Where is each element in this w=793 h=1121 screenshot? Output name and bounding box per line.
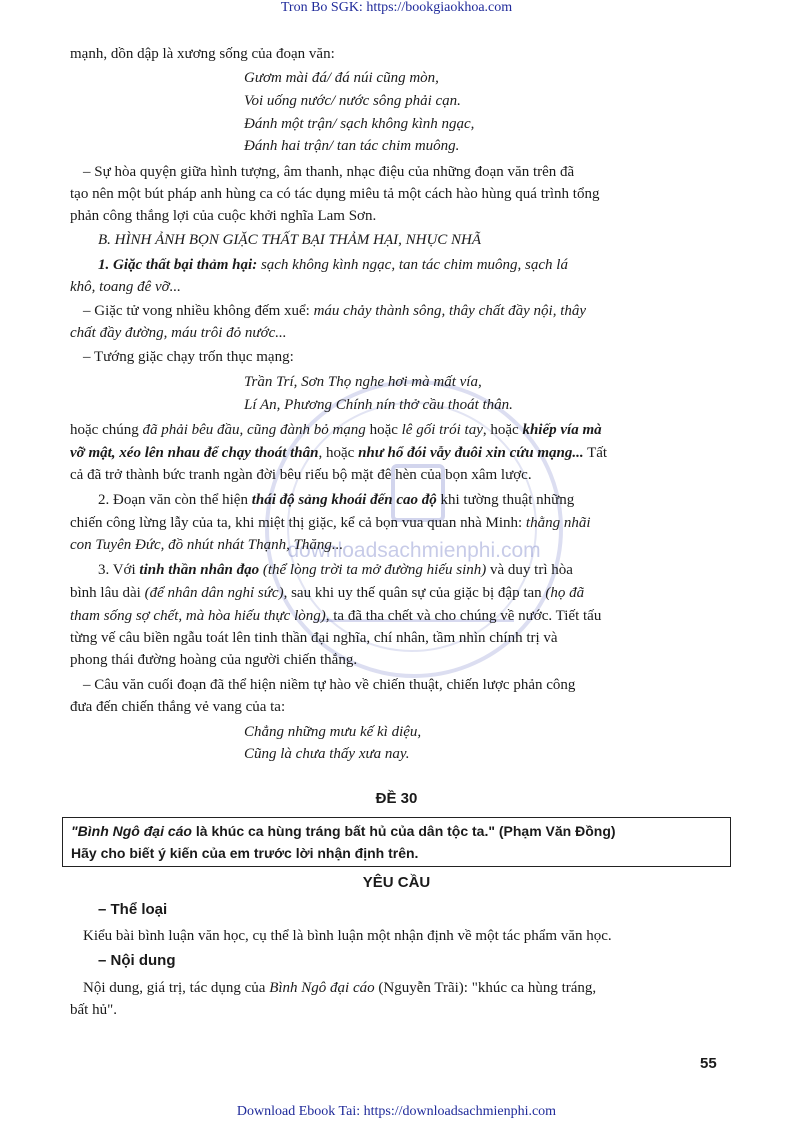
text: khi tường thuật những (436, 492, 575, 508)
bold-italic-text: vỡ mật, xéo lên nhau để chạy thoát thân (70, 445, 319, 461)
bullet-italic-2: chất đầy đường, máu trôi đỏ nước... (70, 325, 287, 341)
item-2-line-2 (70, 513, 591, 533)
italic-text: con Tuyên Đức, đồ nhút nhát Thạnh, Thăng... (70, 537, 344, 553)
bullet-text: – Giặc tử vong nhiều không đếm xuể: (83, 303, 314, 319)
content-text-2: bất hủ". (70, 1002, 117, 1018)
italic-text: đã phải bêu đầu, cũng đành bỏ mạng (142, 422, 366, 438)
paragraph-tail: mạnh, dồn dập là xương sống của đoạn văn: (70, 46, 335, 62)
prompt-box (62, 817, 731, 867)
requirements-title: YÊU CẦU (362, 874, 431, 891)
quote-text: là khúc ca hùng tráng bất hủ của dân tộc ta." (Phạm Văn Đồng) (191, 823, 616, 839)
text: , hoặc (318, 445, 359, 461)
item-2-line-3 (70, 535, 343, 555)
item-1-line-2 (70, 277, 181, 297)
verse-line: Lí An, Phương Chính nín thở cầu thoát thân. (244, 397, 513, 413)
genre-heading: – Thể loại (98, 901, 168, 918)
prompt-quote (71, 821, 616, 841)
watermark-text: downloadsachmienphi.com (287, 539, 541, 562)
text: 2. Đoạn văn còn thể hiện (98, 492, 252, 508)
verse-line: Gươm mài đá/ đá núi cũng mòn, (244, 70, 439, 86)
page-number: 55 (700, 1055, 717, 1072)
text: , ta đã tha chết và cho chúng về nước. Tiết tấu (325, 608, 602, 624)
text: , sau khi uy thế quân sự của giặc bị đập tan (283, 585, 546, 601)
bold-italic-text: thái độ sảng khoái đến cao độ (251, 492, 437, 508)
italic-text: (thể lòng trời ta mở đường hiếu sinh) (259, 562, 487, 578)
exercise-title: ĐỀ 30 (375, 790, 418, 807)
bold-italic-text: khiếp vía mà (522, 422, 602, 438)
bullet-line-2 (70, 323, 287, 343)
genre-text: Kiểu bài bình luận văn học, cụ thể là bình luận một nhận định về một tác phẩm văn học. (83, 928, 612, 944)
content-text (83, 978, 596, 998)
text: 3. Với (98, 562, 140, 578)
item-1-label: 1. Giặc thất bại thảm hại: (98, 257, 258, 273)
text: hoặc (365, 422, 402, 438)
paragraph-line: tạo nên một bút pháp anh hùng ca có tác dụng miêu tả một cách hào hùng quá trình tổng (70, 186, 600, 202)
bullet-italic: máu chảy thành sông, thây chất đầy nội, thây (313, 303, 587, 319)
bold-italic-text: như hổ đói vẫy đuôi xin cứu mạng... (358, 445, 584, 461)
italic-text: Bình Ngô đại cáo (269, 980, 375, 996)
item-1-text: sạch không kình ngạc, tan tác chim muông, sạch lá (257, 257, 568, 273)
verse-line: Đánh hai trận/ tan tác chim muông. (244, 138, 460, 154)
bottom-download-link[interactable]: Download Ebook Tai: https://downloadsachmienphi.com (236, 1104, 557, 1119)
item-3-line-2 (70, 583, 584, 603)
paragraph-line (70, 443, 607, 463)
text: bình lâu dài (70, 585, 145, 601)
quote-title: "Bình Ngô đại cáo (71, 823, 192, 839)
text: và duy trì hòa (486, 562, 573, 578)
verse-line: Voi uống nước/ nước sông phải cạn. (244, 93, 461, 109)
content-heading: – Nội dung (98, 952, 176, 969)
italic-text: tham sống sợ chết, mà hòa hiếu thực lòng) (70, 608, 326, 624)
verse-line: Đánh một trận/ sạch không kình ngạc, (244, 116, 475, 132)
bold-italic-text: tinh thần nhân đạo (139, 562, 260, 578)
paragraph-line: – Câu văn cuối đoạn đã thể hiện niềm tự hào về chiến thuật, chiến lược phản công (83, 677, 576, 693)
italic-text: (họ đã (545, 585, 585, 601)
text: , hoặc (482, 422, 523, 438)
item-1-text-2: khô, toang đê vỡ... (70, 279, 181, 295)
italic-text: lê gối trói tay (401, 422, 483, 438)
verse-line: Chẳng những mưu kế kì diệu, (244, 724, 422, 740)
paragraph-line: – Sự hòa quyện giữa hình tượng, âm thanh, nhạc điệu của những đoạn văn trên đã (83, 164, 575, 180)
paragraph-line: đưa đến chiến thắng vẻ vang của ta: (70, 699, 286, 715)
item-3-line-5: phong thái đường hoàng của người chiến thắng. (70, 652, 358, 668)
item-3-line-3 (70, 606, 601, 626)
text: (Nguyễn Trãi): "khúc ca hùng tráng, (374, 980, 597, 996)
verse-line: Trần Trí, Sơn Thọ nghe hơi mà mất vía, (244, 374, 482, 390)
paragraph-line: phản công thắng lợi của cuộc khởi nghĩa Lam Sơn. (70, 208, 377, 224)
italic-text: thằng nhãi (525, 515, 591, 531)
paragraph-line: cả đã trở thành bức tranh ngàn đời bêu riếu bộ mặt đê hèn của bọn xâm lược. (70, 467, 532, 483)
item-1-line (98, 255, 568, 275)
top-source-link[interactable]: Tron Bo SGK: https://bookgiaokhoa.com (280, 0, 513, 15)
text: Nội dung, giá trị, tác dụng của (83, 980, 270, 996)
bullet-line: – Tướng giặc chạy trốn thục mạng: (83, 349, 294, 365)
item-2-line (98, 490, 574, 510)
verse-line: Cũng là chưa thấy xưa nay. (244, 746, 410, 762)
section-heading-b: B. HÌNH ẢNH BỌN GIẶC THẤT BẠI THẢM HẠI, NHỤC NHÃ (98, 232, 482, 248)
prompt-question: Hãy cho biết ý kiến của em trước lời nhận định trên. (71, 845, 419, 861)
text: chiến công lừng lẫy của ta, khi miệt thị giặc, kể cả bọn vua quan nhà Minh: (70, 515, 526, 531)
item-3-line (98, 560, 573, 580)
item-3-line-4: từng vế câu biền ngẫu toát lên tinh thần đại nghĩa, chí nhân, tầm nhìn chính trị và (70, 630, 558, 646)
paragraph-line (70, 420, 602, 440)
italic-text: (để nhân dân nghỉ sức) (144, 585, 284, 601)
text: hoặc chúng (70, 422, 143, 438)
text: Tất (583, 445, 608, 461)
bullet-line (83, 301, 586, 321)
